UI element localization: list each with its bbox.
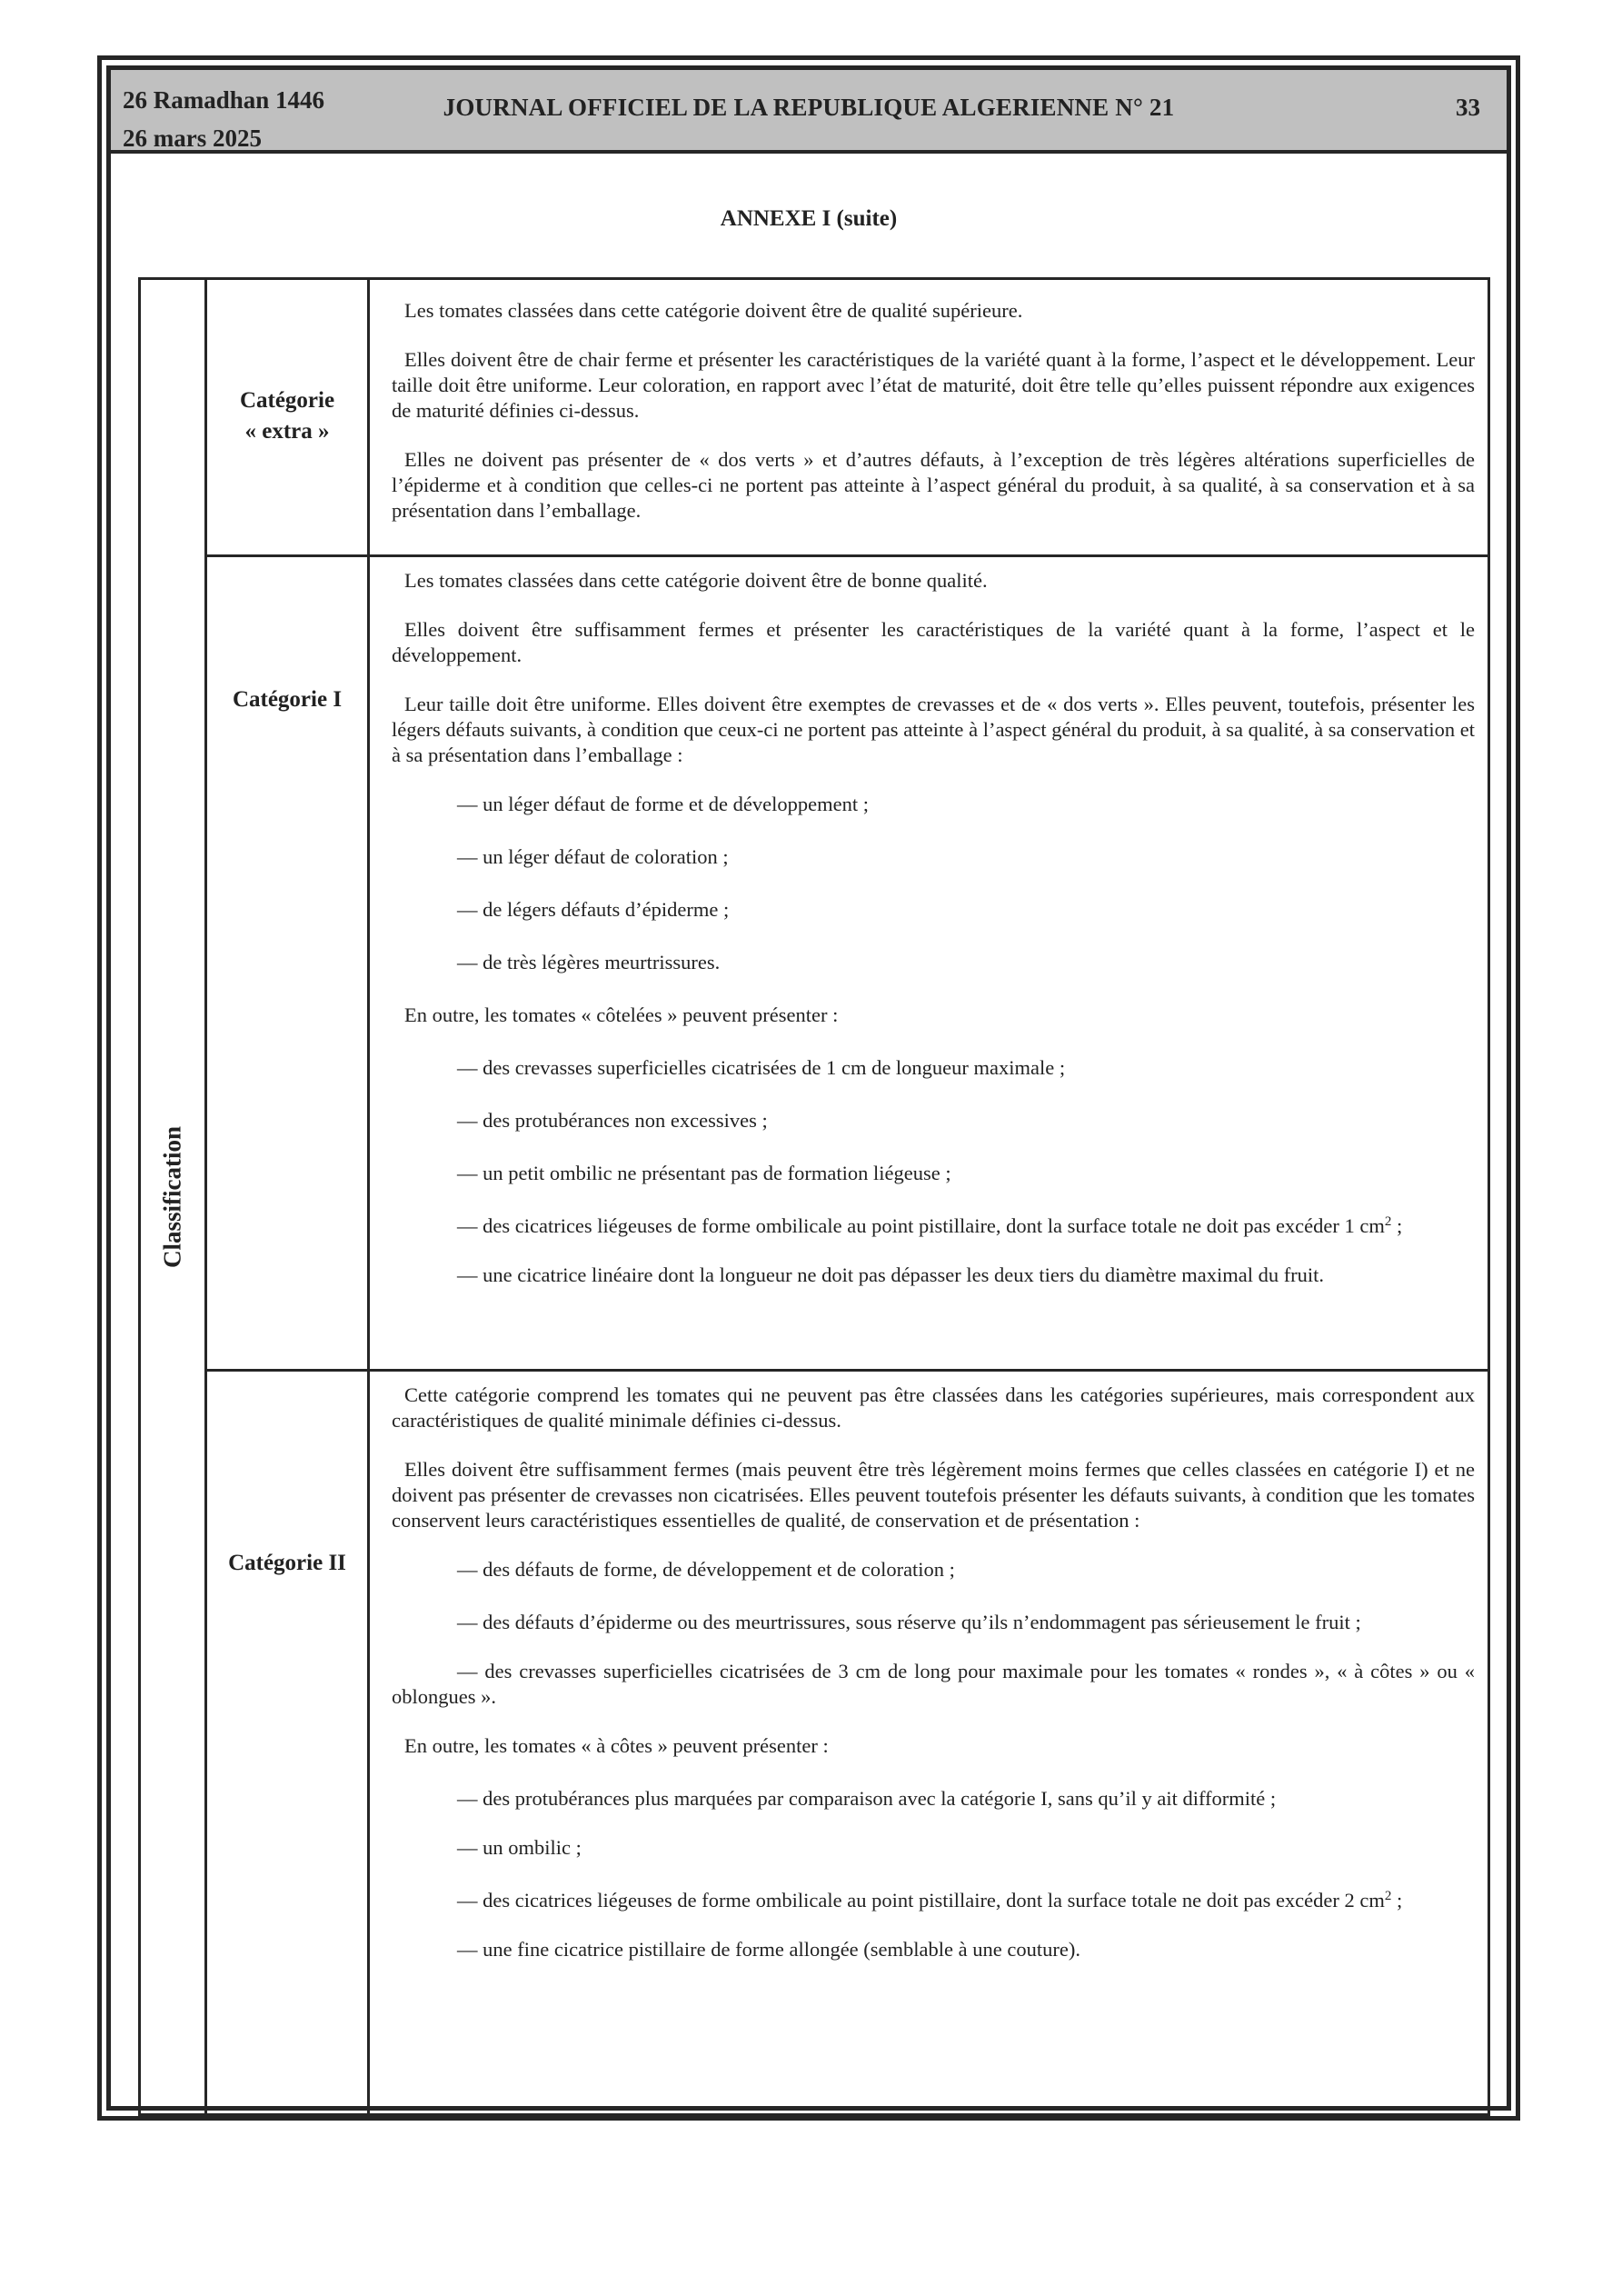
category-label: Catégorie II	[228, 1551, 346, 1575]
category-cell	[207, 1372, 370, 2113]
defect-item: — des protubérances non excessives ;	[457, 1109, 768, 1132]
page-frame	[97, 55, 1520, 2121]
category-cell	[207, 280, 370, 554]
category-description	[370, 1372, 1488, 2113]
defect-item: — de légers défauts d’épiderme ;	[457, 898, 730, 921]
category-description	[370, 280, 1488, 554]
gregorian-date: 26 mars 2025	[123, 125, 262, 152]
defect-item: — des défauts de forme, de développement et de coloration ;	[457, 1558, 955, 1581]
journal-title: JOURNAL OFFICIEL DE LA REPUBLIQUE ALGERIENNE N° 21	[443, 94, 1175, 121]
defect-item: — des protubérances plus marquées par comparaison avec la catégorie I, sans qu’il y ait difformité ;	[457, 1787, 1277, 1810]
classification-label: Classification	[158, 1125, 186, 1268]
paragraph: Cette catégorie comprend les tomates qui ne peuvent pas être classées dans les catégories supérieures, mais correspondent aux caractéristiques de qualité minimale définies ci-dessus.	[392, 1383, 1475, 1432]
category-description	[370, 557, 1488, 1372]
category-label-line: Catégorie	[239, 388, 335, 413]
page-inner-frame	[106, 65, 1511, 2111]
category-label-line: « extra »	[244, 419, 330, 444]
superscript: 2	[1384, 1889, 1392, 1903]
table-row-category-1	[207, 554, 1488, 1372]
defect-item	[392, 1888, 1475, 1913]
paragraph: Les tomates classées dans cette catégorie doivent être de qualité supérieure.	[404, 299, 1023, 322]
journal-header	[111, 70, 1507, 154]
category-label: Catégorie I	[232, 687, 343, 712]
defect-item: — un petit ombilic ne présentant pas de formation liégeuse ;	[457, 1162, 951, 1184]
category-cell	[207, 557, 370, 1372]
annex-title: ANNEXE I (suite)	[720, 206, 898, 231]
defect-item: — des crevasses superficielles cicatrisées de 3 cm de long pour maximale pour les tomates « rondes », « à côtes » ou « oblongues ».	[392, 1660, 1475, 1708]
paragraph: Elles doivent être de chair ferme et présenter les caractéristiques de la variété quant à la forme, l’aspect et le développement. Leur taille doit être uniforme. Leur coloration, en rapport avec l’état de maturité, doit être telle qu’elles puissent répondre aux exigences de maturité définies ci-dessus.	[392, 348, 1475, 422]
defect-item: — une cicatrice linéaire dont la longueur ne doit pas dépasser les deux tiers du diamètre maximal du fruit.	[457, 1263, 1325, 1286]
table-row-category-extra	[207, 280, 1488, 554]
paragraph: Leur taille doit être uniforme. Elles doivent être exemptes de crevasses et de « dos verts ». Elles peuvent, toutefois, présenter les légers défauts suivants, à condition que ceux-ci ne portent pas atteinte à l’aspect général du produit, à sa qualité, à sa conservation et à sa présentation dans l’emballage :	[392, 693, 1475, 766]
defect-item: — de très légères meurtrissures.	[457, 951, 721, 973]
category-label	[207, 385, 367, 447]
classification-column	[141, 280, 207, 2113]
defect-text: ;	[1391, 1889, 1403, 1912]
defect-item	[392, 1213, 1475, 1239]
paragraph: Elles doivent être suffisamment fermes et présenter les caractéristiques de la variété quant à la forme, l’aspect et le développement.	[392, 618, 1475, 666]
defect-item: — un léger défaut de coloration ;	[457, 845, 729, 868]
defect-text: — des cicatrices liégeuses de forme ombilicale au point pistillaire, dont la surface totale ne doit pas excéder 1 cm	[457, 1214, 1385, 1237]
classification-table	[138, 277, 1490, 2116]
superscript: 2	[1384, 1214, 1392, 1229]
paragraph: En outre, les tomates « à côtes » peuvent présenter :	[404, 1734, 829, 1757]
defect-item: — un ombilic ;	[457, 1836, 582, 1859]
defect-text: ;	[1391, 1214, 1403, 1237]
paragraph: En outre, les tomates « côtelées » peuvent présenter :	[404, 1003, 839, 1026]
table-row-category-2	[207, 1369, 1488, 2113]
page-number: 33	[1456, 94, 1480, 121]
hijri-date: 26 Ramadhan 1446	[123, 86, 325, 114]
defect-item: — des crevasses superficielles cicatrisées de 1 cm de longueur maximale ;	[457, 1056, 1066, 1079]
paragraph: Les tomates classées dans cette catégorie doivent être de bonne qualité.	[404, 569, 988, 592]
defect-item: — une fine cicatrice pistillaire de forme allongée (semblable à une couture).	[457, 1938, 1080, 1961]
paragraph: Elles doivent être suffisamment fermes (mais peuvent être très légèrement moins fermes que celles classées en catégorie I) et ne doivent pas présenter de crevasses non cicatrisées. Elles peuvent toutefois présenter les défauts suivants, à condition que les tomates conservent leurs caractéristiques essentielles de qualité, de conservation et de présentation :	[392, 1458, 1475, 1532]
defect-item: — un léger défaut de forme et de développement ;	[457, 793, 869, 815]
defect-text: — des cicatrices liégeuses de forme ombilicale au point pistillaire, dont la surface totale ne doit pas excéder 2 cm	[457, 1889, 1385, 1912]
paragraph: Elles ne doivent pas présenter de « dos verts » et d’autres défauts, à l’exception de très légères altérations superficielles de l’épiderme et à condition que celles-ci ne portent pas atteinte à l’aspect général du produit, à sa qualité, à sa conservation et à sa présentation dans l’emballage.	[392, 448, 1475, 522]
defect-item: — des défauts d’épiderme ou des meurtrissures, sous réserve qu’ils n’endommagent pas sérieusement le fruit ;	[457, 1611, 1361, 1633]
